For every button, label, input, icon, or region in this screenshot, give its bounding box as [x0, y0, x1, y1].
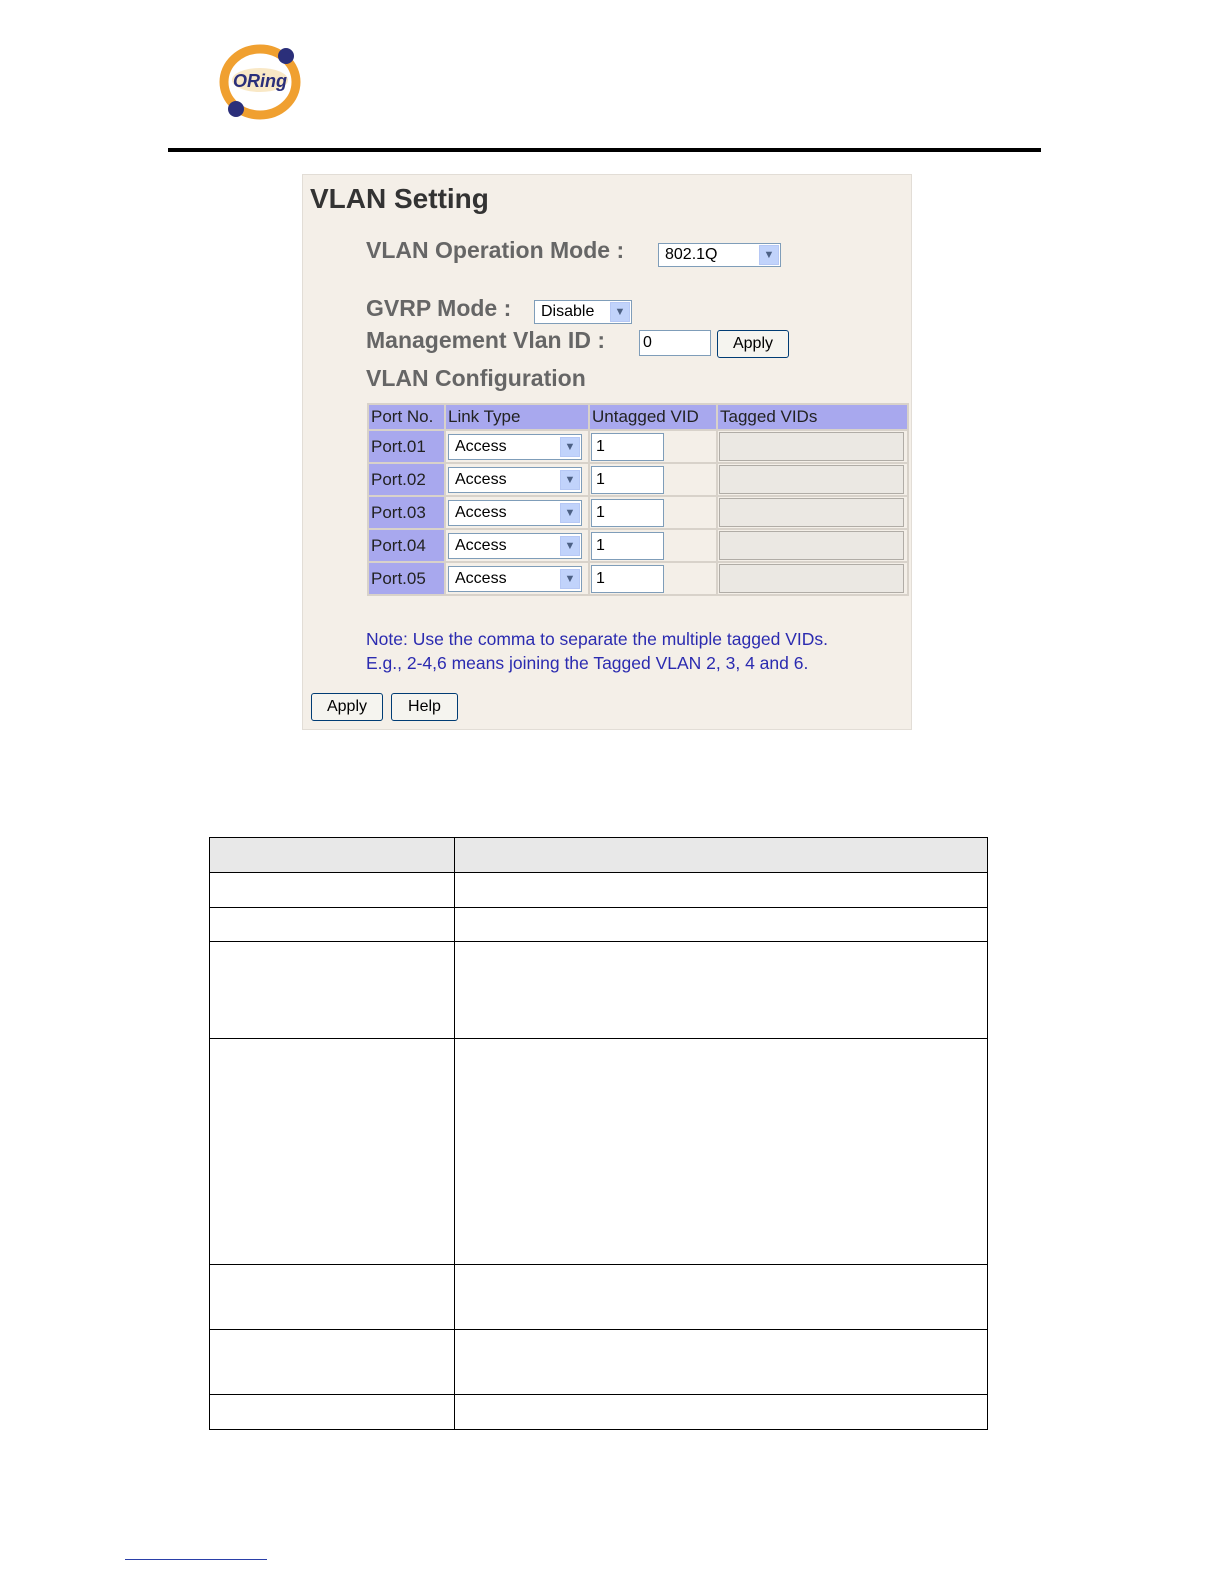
untagged-vid-input[interactable]: 1	[591, 499, 664, 527]
tagged-vids-input[interactable]	[719, 498, 904, 527]
table-cell	[210, 1265, 455, 1330]
untagged-vid-input[interactable]: 1	[591, 532, 664, 560]
tagged-vids-input[interactable]	[719, 465, 904, 494]
table-cell	[455, 1330, 988, 1395]
vlan-config-table	[367, 403, 909, 596]
note-text	[366, 627, 828, 675]
table-cell	[455, 873, 988, 908]
tagged-vids-input[interactable]	[719, 564, 904, 593]
untagged-vid-input[interactable]: 1	[591, 433, 664, 461]
chevron-down-icon[interactable]: ▼	[560, 503, 580, 523]
table-cell	[210, 942, 455, 1039]
table-row	[210, 1330, 988, 1395]
help-button[interactable]: Help	[391, 693, 458, 721]
link-type-select[interactable]	[448, 566, 582, 592]
column-header: Untagged VID	[590, 405, 716, 429]
operation-mode-value: 802.1Q	[665, 246, 718, 263]
gvrp-mode-label: GVRP Mode :	[366, 295, 512, 321]
footer-link-underline	[125, 1559, 267, 1560]
untagged-vid-input[interactable]: 1	[591, 466, 664, 494]
table-cell	[210, 1330, 455, 1395]
table-cell	[210, 1039, 455, 1265]
link-type-value: Access	[455, 437, 507, 455]
table-cell	[210, 1395, 455, 1430]
header-rule	[168, 148, 1041, 152]
port-label: Port.01	[369, 431, 444, 462]
chevron-down-icon[interactable]: ▼	[610, 302, 630, 322]
table-row	[210, 942, 988, 1039]
table-row	[369, 464, 907, 495]
port-label: Port.05	[369, 563, 444, 594]
table-row	[210, 1395, 988, 1430]
table-row	[369, 431, 907, 462]
table-cell	[455, 1039, 988, 1265]
note-line: Note: Use the comma to separate the multiple tagged VIDs.	[366, 629, 829, 649]
untagged-vid-input[interactable]: 1	[591, 565, 664, 593]
operation-mode-label: VLAN Operation Mode :	[366, 237, 625, 263]
table-cell	[210, 908, 455, 942]
tagged-vids-input[interactable]	[719, 432, 904, 461]
table-row	[369, 497, 907, 528]
table-row	[210, 1039, 988, 1265]
table-cell	[210, 873, 455, 908]
vlan-configuration-title: VLAN Configuration	[366, 365, 586, 391]
table-cell	[455, 908, 988, 942]
table-cell	[455, 1395, 988, 1430]
chevron-down-icon[interactable]: ▼	[560, 569, 580, 589]
mgmt-vlan-input[interactable]: 0	[639, 330, 711, 356]
oring-logo	[214, 42, 306, 122]
chevron-down-icon[interactable]: ▼	[560, 437, 580, 457]
table-cell	[455, 1265, 988, 1330]
chevron-down-icon[interactable]: ▼	[560, 470, 580, 490]
link-type-select[interactable]	[448, 467, 582, 493]
tagged-vids-input[interactable]	[719, 531, 904, 560]
page-title: VLAN Setting	[310, 183, 489, 214]
chevron-down-icon[interactable]: ▼	[759, 245, 779, 265]
link-type-value: Access	[455, 470, 507, 488]
mgmt-vlan-label: Management Vlan ID :	[366, 327, 605, 353]
table-cell	[455, 942, 988, 1039]
logo-text: ORing	[233, 71, 287, 91]
gvrp-mode-value: Disable	[541, 303, 595, 320]
gvrp-mode-select[interactable]	[534, 300, 632, 324]
table-row	[369, 563, 907, 594]
mgmt-vlan-apply-button[interactable]: Apply	[717, 330, 789, 358]
column-header: Link Type	[446, 405, 588, 429]
port-label: Port.03	[369, 497, 444, 528]
table-row	[210, 1265, 988, 1330]
link-type-value: Access	[455, 569, 507, 587]
link-type-value: Access	[455, 503, 507, 521]
link-type-select[interactable]	[448, 500, 582, 526]
port-label: Port.04	[369, 530, 444, 561]
link-type-value: Access	[455, 536, 507, 554]
apply-button[interactable]: Apply	[311, 693, 383, 721]
table-row	[369, 530, 907, 561]
column-header: Tagged VIDs	[718, 405, 907, 429]
table-cell	[210, 838, 455, 873]
port-label: Port.02	[369, 464, 444, 495]
operation-mode-select[interactable]	[658, 243, 781, 267]
note-line: E.g., 2-4,6 means joining the Tagged VLAN 2, 3, 4 and 6.	[366, 653, 809, 673]
table-row	[210, 908, 988, 942]
table-row	[210, 838, 988, 873]
column-header: Port No.	[369, 405, 444, 429]
link-type-select[interactable]	[448, 434, 582, 460]
chevron-down-icon[interactable]: ▼	[560, 536, 580, 556]
vlan-setting-panel	[302, 174, 912, 730]
description-table	[209, 837, 988, 1430]
link-type-select[interactable]	[448, 533, 582, 559]
table-cell	[455, 838, 988, 873]
table-row	[210, 873, 988, 908]
